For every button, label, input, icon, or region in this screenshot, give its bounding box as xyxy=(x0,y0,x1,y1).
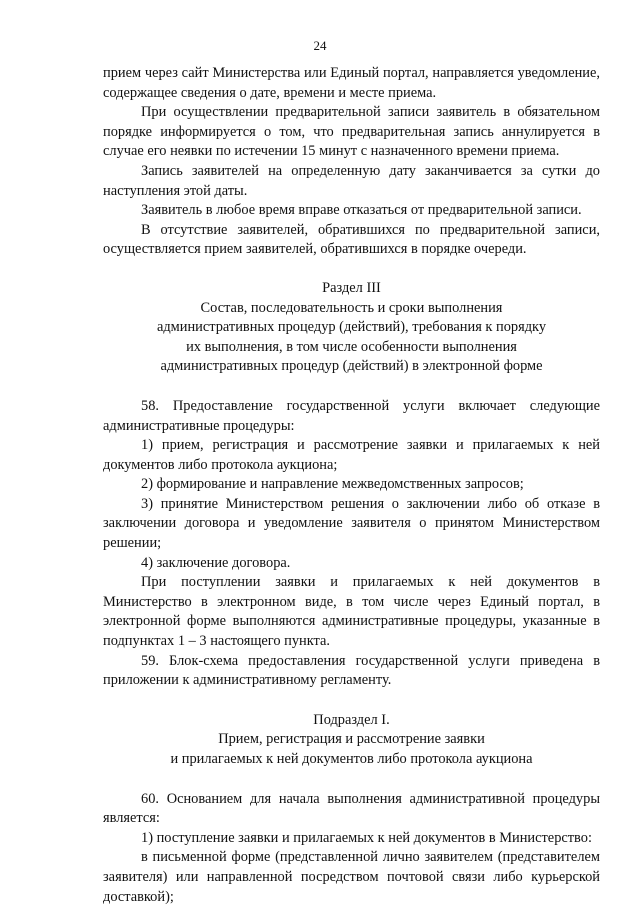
list-item: 3) принятие Министерством решения о заключении либо об отказе в заключении договора и уведомление заявителя о принятом Министерством решении; xyxy=(103,495,600,552)
paragraph: При поступлении заявки и прилагаемых к ней документов в Министерство в электронном виде, в том числе через Единый портал, в электронной форме выполняются административные процедуры, указанные в подпунктах 1 – 3 настоящего пункта. xyxy=(103,574,600,650)
list-item: 4) заключение договора. xyxy=(141,554,291,571)
paragraph: 59. Блок-схема предоставления государственной услуги приведена в приложении к административному регламенту. xyxy=(103,652,600,689)
list-item: 2) формирование и направление межведомственных запросов; xyxy=(141,476,524,493)
list-item: 1) прием, регистрация и рассмотрение заявки и прилагаемых к ней документов либо протокола аукциона; xyxy=(103,437,600,473)
section-heading-line: их выполнения, в том числе особенности выполнения xyxy=(186,338,517,355)
section-title: Раздел III xyxy=(322,279,381,296)
section-heading-line: Состав, последовательность и сроки выполнения xyxy=(200,299,503,316)
paragraph: 60. Основанием для начала выполнения административной процедуры является: xyxy=(103,790,600,827)
subsection-heading-line: и прилагаемых к ней документов либо протокола аукциона xyxy=(170,751,533,767)
subsection-title: Подраздел I. xyxy=(313,711,390,728)
paragraph: При осуществлении предварительной записи заявитель в обязательном порядке информируется о том, что предварительная запись аннулируется в случае его неявки по истечении 15 минут с назначенного времени приема. xyxy=(103,104,600,160)
document-body xyxy=(103,64,600,907)
paragraph: 58. Предоставление государственной услуги включает следующие административные процедуры: xyxy=(103,397,600,434)
paragraph: прием через сайт Министерства или Единый портал, направляется уведомление, содержащее сведения о дате, времени и месте приема. xyxy=(103,65,600,101)
paragraph: В отсутствие заявителей, обратившихся по предварительной записи, осуществляется прием заявителей, обратившихся в порядке очереди. xyxy=(103,221,600,258)
subsection-heading-line: Прием, регистрация и рассмотрение заявки xyxy=(218,731,485,748)
section-heading-line: административных процедур (действий), требования к порядку xyxy=(156,319,547,336)
list-item: 1) поступление заявки и прилагаемых к ней документов в Министерство: xyxy=(141,829,592,846)
paragraph: в письменной форме (представленной лично заявителем (представителем заявителя) или направленной посредством почтовой связи либо курьерской доставкой); xyxy=(103,849,600,905)
page-number: 24 xyxy=(313,38,327,53)
paragraph: Заявитель в любое время вправе отказаться от предварительной записи. xyxy=(141,202,582,219)
section-heading-line: административных процедур (действий) в электронной форме xyxy=(160,358,543,375)
paragraph: Запись заявителей на определенную дату заканчивается за сутки до наступления этой даты. xyxy=(103,162,600,199)
